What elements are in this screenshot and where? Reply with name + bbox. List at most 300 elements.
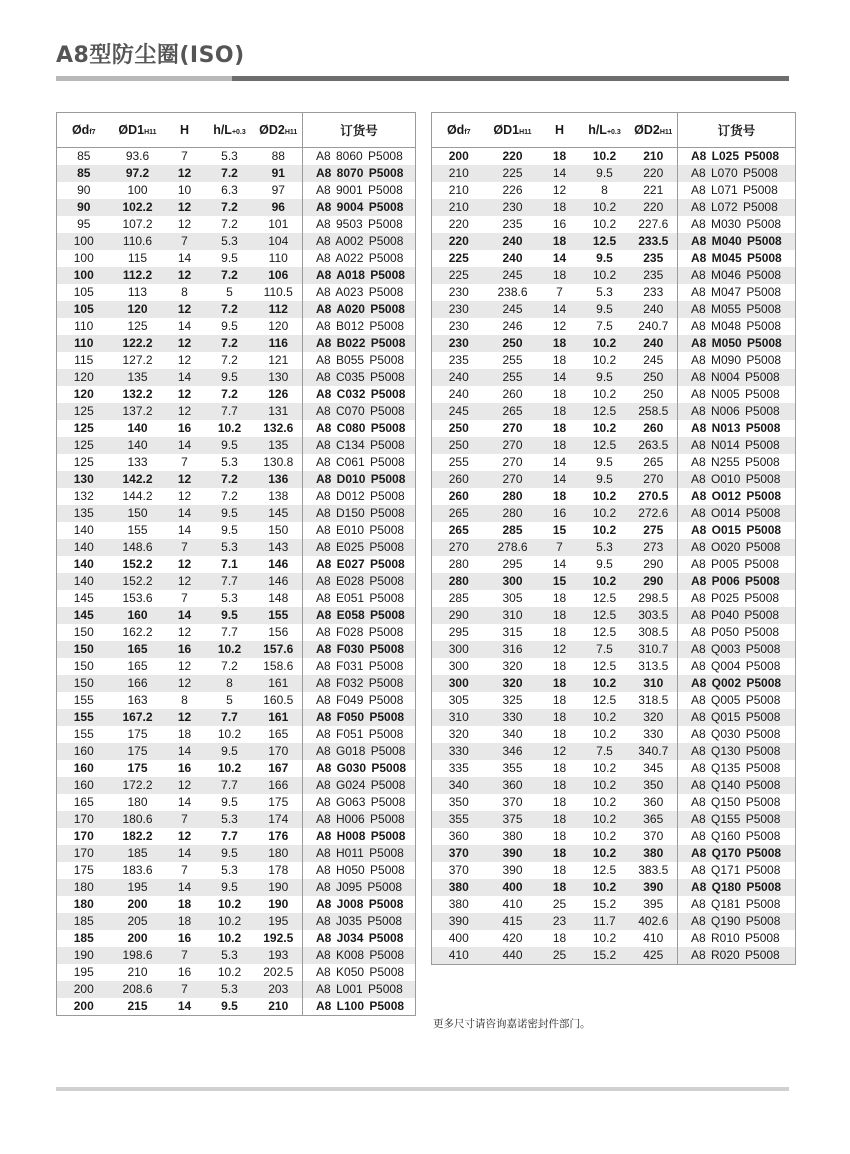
spec-table-left: [56, 112, 416, 1016]
cell-hL: 15.2: [592, 897, 617, 911]
table-row: [57, 811, 416, 828]
cell-order: A8 G030 P5008: [303, 760, 416, 777]
cell-d: 150: [57, 675, 111, 692]
cell-H: 16: [165, 641, 205, 658]
cell-order: A8 B012 P5008: [303, 318, 416, 335]
cell-H: 14: [552, 251, 567, 265]
table-row: [57, 403, 416, 420]
cell-d: 410: [432, 947, 486, 965]
cell-hL: 10.2: [580, 811, 630, 828]
cell-H: 12: [177, 217, 192, 231]
cell-D2: 390: [630, 879, 678, 896]
bottom-rule: [56, 1087, 789, 1091]
cell-H: 18: [540, 335, 580, 352]
cell-D1: 165: [111, 641, 165, 658]
table-row: [57, 709, 416, 726]
cell-D2: 260: [643, 421, 664, 435]
cell-D1: 182.2: [122, 829, 153, 843]
cell-H: 25: [552, 897, 567, 911]
col-header-D2: ØD2H11: [255, 113, 303, 148]
cell-H: 14: [540, 165, 580, 182]
cell-D1: 280: [502, 489, 523, 503]
cell-D1: 240: [486, 233, 540, 250]
cell-H: 14: [540, 301, 580, 318]
cell-D2: 101: [268, 217, 289, 231]
cell-D2: 303.5: [630, 607, 678, 624]
cell-D1: 346: [486, 743, 540, 760]
cell-hL: 9.5: [580, 471, 630, 488]
cell-D1: 160: [111, 607, 165, 624]
cell-D2: 131: [255, 403, 303, 420]
cell-H: 10: [177, 183, 192, 197]
cell-hL: 12.5: [580, 233, 630, 250]
cell-order: A8 K050 P5008: [303, 964, 416, 981]
cell-D2: 112: [255, 301, 303, 318]
cell-D2: 425: [630, 947, 678, 965]
cell-D1: 97.2: [111, 165, 165, 182]
cell-D1: 125: [127, 319, 148, 333]
cell-D2: 132.6: [263, 421, 294, 435]
cell-d: 200: [57, 981, 111, 998]
table-row: [57, 539, 416, 556]
cell-order: A8 Q005 P5008: [678, 692, 796, 709]
cell-d: 132: [73, 489, 94, 503]
cell-order: A8 J095 P5008: [303, 879, 416, 896]
cell-H: 16: [540, 505, 580, 522]
cell-order: A8 A020 P5008: [303, 301, 416, 318]
cell-order: A8 N255 P5008: [678, 454, 796, 471]
table-row: [432, 862, 796, 879]
cell-H: 14: [177, 319, 192, 333]
cell-d: 335: [432, 760, 486, 777]
cell-d: 295: [432, 624, 486, 641]
cell-D2: 272.6: [630, 505, 678, 522]
cell-H: 7: [181, 591, 188, 605]
table-row: [432, 828, 796, 845]
cell-hL: 5.3: [205, 233, 255, 250]
cell-order: A8 Q140 P5008: [678, 777, 796, 794]
cell-D1: 265: [486, 403, 540, 420]
cell-d: 305: [432, 692, 486, 709]
cell-order: A8 D012 P5008: [303, 488, 416, 505]
cell-order: A8 F031 P5008: [303, 658, 416, 675]
cell-H: 18: [552, 727, 567, 741]
col-header-H: H: [165, 113, 205, 148]
cell-D2: 148: [268, 591, 289, 605]
cell-hL: 7.7: [205, 573, 255, 590]
cell-D1: 175: [127, 727, 148, 741]
cell-D2: 365: [630, 811, 678, 828]
cell-H: 16: [177, 761, 192, 775]
cell-D1: 140: [111, 437, 165, 454]
cell-hL: 10.2: [580, 709, 630, 726]
cell-hL: 5.3: [205, 981, 255, 998]
cell-hL: 7.5: [580, 743, 630, 760]
cell-d: 280: [432, 556, 486, 573]
cell-d: 225: [432, 267, 486, 284]
cell-D1: 220: [502, 149, 523, 163]
table-header-row: [57, 113, 416, 148]
table-row: [432, 148, 796, 166]
cell-H: 18: [165, 913, 205, 930]
cell-D2: 308.5: [638, 625, 669, 639]
cell-hL: 10.2: [592, 829, 617, 843]
cell-D2: 233: [643, 285, 664, 299]
table-row: [57, 930, 416, 947]
table-row: [432, 845, 796, 862]
cell-H: 14: [165, 743, 205, 760]
cell-D1: 152.2: [122, 557, 153, 571]
cell-order: A8 9004 P5008: [303, 199, 416, 216]
cell-D1: 325: [502, 693, 523, 707]
cell-hL: 9.5: [205, 607, 255, 624]
table-row: [57, 505, 416, 522]
cell-hL: 9.5: [596, 455, 613, 469]
cell-D2: 275: [643, 523, 664, 537]
cell-H: 7: [556, 285, 563, 299]
cell-H: 14: [552, 557, 567, 571]
table-row: [57, 488, 416, 505]
cell-order: A8 M090 P5008: [678, 352, 796, 369]
title-rule: [232, 76, 789, 81]
cell-H: 14: [177, 523, 192, 537]
cell-d: 300: [432, 641, 486, 658]
cell-d: 320: [432, 726, 486, 743]
cell-H: 14: [552, 455, 567, 469]
cell-H: 14: [540, 471, 580, 488]
cell-d: 155: [73, 727, 94, 741]
cell-order: A8 M048 P5008: [678, 318, 796, 335]
cell-d: 85: [57, 165, 111, 182]
cell-d: 155: [57, 709, 111, 726]
cell-D1: 230: [486, 199, 540, 216]
cell-D1: 115: [127, 251, 148, 265]
cell-D2: 370: [643, 829, 664, 843]
cell-D2: 116: [255, 335, 303, 352]
cell-D2: 210: [268, 999, 289, 1013]
cell-D1: 152.2: [111, 573, 165, 590]
table-row: [432, 233, 796, 250]
cell-D2: 91: [255, 165, 303, 182]
cell-D1: 280: [486, 505, 540, 522]
cell-D2: 155: [255, 607, 303, 624]
cell-d: 170: [73, 829, 94, 843]
cell-order: A8 D150 P5008: [303, 505, 416, 522]
cell-d: 110: [74, 319, 94, 333]
cell-H: 23: [540, 913, 580, 930]
cell-order: A8 Q190 P5008: [678, 913, 796, 930]
cell-H: 18: [552, 659, 567, 673]
table-row: [57, 182, 416, 199]
cell-H: 7: [181, 149, 188, 163]
cell-d: 285: [432, 590, 486, 607]
cell-order: A8 Q004 P5008: [678, 658, 796, 675]
cell-D1: 120: [111, 301, 165, 318]
cell-D1: 305: [502, 591, 523, 605]
cell-hL: 10.2: [592, 217, 617, 231]
cell-d: 340: [432, 777, 486, 794]
cell-hL: 7.2: [221, 489, 238, 503]
cell-D2: 143: [255, 539, 303, 556]
cell-hL: 7.5: [596, 319, 613, 333]
cell-H: 12: [165, 675, 205, 692]
table-row: [57, 743, 416, 760]
cell-d: 225: [432, 250, 486, 267]
cell-D1: 210: [127, 965, 148, 979]
cell-order: A8 N014 P5008: [678, 437, 796, 454]
cell-hL: 7.2: [205, 471, 255, 488]
cell-H: 14: [165, 505, 205, 522]
cell-d: 125: [57, 437, 111, 454]
cell-D1: 172.2: [111, 777, 165, 794]
cell-order: A8 J035 P5008: [303, 913, 416, 930]
cell-D2: 167: [268, 761, 289, 775]
cell-hL: 8: [205, 675, 255, 692]
cell-D2: 380: [630, 845, 678, 862]
cell-order: A8 Q150 P5008: [678, 794, 796, 811]
table-body-right: [432, 148, 796, 965]
cell-hL: 10.2: [580, 199, 630, 216]
cell-D1: 320: [502, 659, 523, 673]
cell-D1: 285: [502, 523, 523, 537]
cell-d: 300: [432, 658, 486, 675]
table-row: [432, 947, 796, 965]
table-row: [432, 692, 796, 709]
cell-d: 185: [73, 931, 94, 945]
cell-order: A8 9001 P5008: [303, 182, 416, 199]
cell-H: 18: [177, 897, 192, 911]
cell-H: 7: [165, 947, 205, 964]
table-row: [432, 488, 796, 505]
cell-d: 230: [432, 335, 486, 352]
cell-D1: 390: [486, 845, 540, 862]
cell-hL: 9.5: [205, 505, 255, 522]
cell-hL: 9.5: [205, 845, 255, 862]
cell-D2: 318.5: [638, 693, 669, 707]
cell-D1: 226: [502, 183, 523, 197]
cell-d: 170: [57, 811, 111, 828]
cell-D2: 221: [643, 183, 664, 197]
cell-D1: 300: [486, 573, 540, 590]
cell-D1: 122.2: [111, 335, 165, 352]
cell-hL: 5.3: [205, 539, 255, 556]
cell-order: A8 9503 P5008: [303, 216, 416, 233]
cell-order: A8 F032 P5008: [303, 675, 416, 692]
cell-H: 14: [177, 251, 192, 265]
table-row: [432, 607, 796, 624]
table-row: [432, 760, 796, 777]
cell-D2: 138: [268, 489, 289, 503]
cell-D1: 175: [111, 743, 165, 760]
cell-d: 130: [57, 471, 111, 488]
cell-H: 18: [540, 267, 580, 284]
cell-hL: 7.5: [580, 641, 630, 658]
cell-D2: 110.5: [263, 285, 293, 299]
cell-d: 355: [432, 811, 486, 828]
cell-order: A8 R010 P5008: [678, 930, 796, 947]
cell-order: A8 N006 P5008: [678, 403, 796, 420]
cell-D1: 137.2: [111, 403, 165, 420]
cell-hL: 11.7: [580, 913, 630, 930]
cell-D2: 235: [630, 267, 678, 284]
cell-D1: 330: [486, 709, 540, 726]
cell-d: 380: [432, 896, 486, 913]
cell-D1: 440: [486, 947, 540, 965]
cell-H: 12: [165, 165, 205, 182]
cell-d: 360: [432, 828, 486, 845]
cell-hL: 7.7: [221, 625, 238, 639]
cell-hL: 9.5: [580, 369, 630, 386]
table-row: [57, 199, 416, 216]
cell-H: 18: [177, 727, 192, 741]
cell-D2: 290: [643, 557, 664, 571]
table-row: [57, 981, 416, 998]
table-row: [57, 352, 416, 369]
cell-H: 12: [177, 557, 192, 571]
table-row: [57, 879, 416, 896]
cell-H: 16: [552, 217, 567, 231]
cell-d: 90: [77, 183, 91, 197]
cell-H: 18: [540, 199, 580, 216]
cell-D2: 240: [630, 301, 678, 318]
cell-d: 235: [432, 352, 486, 369]
cell-H: 15: [540, 573, 580, 590]
cell-H: 7: [181, 863, 188, 877]
cell-D2: 110: [268, 251, 288, 265]
cell-D1: 132.2: [122, 387, 153, 401]
cell-d: 95: [77, 217, 91, 231]
cell-d: 280: [432, 573, 486, 590]
cell-D1: 153.6: [122, 591, 153, 605]
cell-d: 370: [432, 845, 486, 862]
cell-D1: 113: [127, 285, 148, 299]
cell-H: 12: [177, 489, 192, 503]
col-header-d: Ødf7: [57, 113, 111, 148]
cell-d: 160: [57, 743, 111, 760]
cell-H: 18: [552, 863, 567, 877]
cell-D1: 340: [502, 727, 523, 741]
cell-d: 140: [73, 557, 94, 571]
cell-d: 180: [73, 897, 94, 911]
cell-d: 105: [73, 285, 94, 299]
cell-d: 310: [432, 709, 486, 726]
cell-D1: 102.2: [111, 199, 165, 216]
cell-hL: 5.3: [596, 285, 613, 299]
cell-order: A8 M040 P5008: [678, 233, 796, 250]
cell-hL: 7.7: [205, 777, 255, 794]
cell-order: A8 E028 P5008: [303, 573, 416, 590]
cell-D2: 240.7: [638, 319, 669, 333]
cell-D1: 112.2: [111, 267, 165, 284]
cell-H: 12: [177, 659, 192, 673]
cell-D2: 220: [630, 165, 678, 182]
cell-D2: 121: [268, 353, 289, 367]
table-row: [57, 641, 416, 658]
table-row: [57, 624, 416, 641]
cell-order: A8 O010 P5008: [678, 471, 796, 488]
cell-hL: 10.2: [217, 761, 242, 775]
cell-D1: 380: [502, 829, 523, 843]
table-row: [57, 913, 416, 930]
cell-D1: 370: [502, 795, 523, 809]
cell-order: A8 Q160 P5008: [678, 828, 796, 845]
cell-hL: 9.5: [221, 523, 238, 537]
col-header-D1: ØD1H11: [486, 113, 540, 148]
table-row: [57, 335, 416, 352]
cell-H: 18: [540, 403, 580, 420]
cell-D2: 263.5: [630, 437, 678, 454]
cell-order: A8 M050 P5008: [678, 335, 796, 352]
cell-D2: 313.5: [638, 659, 669, 673]
table-row: [57, 794, 416, 811]
cell-H: 12: [165, 709, 205, 726]
cell-order: A8 O015 P5008: [678, 522, 796, 539]
cell-hL: 10.2: [217, 931, 242, 945]
col-header-D1: ØD1H11: [111, 113, 165, 148]
cell-order: A8 N005 P5008: [678, 386, 796, 403]
cell-order: A8 A002 P5008: [303, 233, 416, 250]
cell-D2: 158.6: [263, 659, 294, 673]
cell-D1: 400: [486, 879, 540, 896]
table-row: [432, 182, 796, 199]
cell-D2: 290: [630, 573, 678, 590]
table-row: [432, 811, 796, 828]
cell-hL: 9.5: [221, 251, 238, 265]
cell-D2: 165: [268, 727, 289, 741]
cell-d: 230: [432, 318, 486, 335]
cell-D1: 415: [486, 913, 540, 930]
cell-order: A8 M045 P5008: [678, 250, 796, 267]
cell-D1: 208.6: [111, 981, 165, 998]
cell-hL: 12.5: [580, 403, 630, 420]
cell-order: A8 L001 P5008: [303, 981, 416, 998]
cell-H: 14: [165, 879, 205, 896]
table-row: [432, 454, 796, 471]
cell-d: 185: [57, 913, 111, 930]
cell-D2: 88: [271, 149, 285, 163]
cell-hL: 10.2: [580, 573, 630, 590]
cell-D2: 135: [255, 437, 303, 454]
table-row: [57, 573, 416, 590]
cell-d: 220: [432, 216, 486, 233]
cell-d: 350: [432, 794, 486, 811]
table-row: [57, 828, 416, 845]
cell-hL: 5.3: [221, 455, 238, 469]
cell-D1: 295: [502, 557, 523, 571]
cell-hL: 10.2: [217, 965, 242, 979]
cell-order: A8 C035 P5008: [303, 369, 416, 386]
table-row: [57, 845, 416, 862]
cell-H: 18: [540, 709, 580, 726]
cell-D2: 166: [255, 777, 303, 794]
cell-D1: 270: [486, 471, 540, 488]
cell-D2: 175: [268, 795, 289, 809]
cell-order: A8 P006 P5008: [678, 573, 796, 590]
cell-hL: 12.5: [580, 607, 630, 624]
cell-d: 125: [57, 403, 111, 420]
cell-d: 110: [57, 335, 111, 352]
cell-hL: 10.2: [592, 421, 617, 435]
cell-H: 14: [165, 369, 205, 386]
cell-order: A8 8070 P5008: [303, 165, 416, 182]
table-row: [432, 522, 796, 539]
cell-D2: 250: [630, 369, 678, 386]
cell-order: A8 Q015 P5008: [678, 709, 796, 726]
cell-D2: 161: [255, 709, 303, 726]
cell-D1: 133: [127, 455, 148, 469]
col-header-H: H: [540, 113, 580, 148]
table-row: [57, 862, 416, 879]
